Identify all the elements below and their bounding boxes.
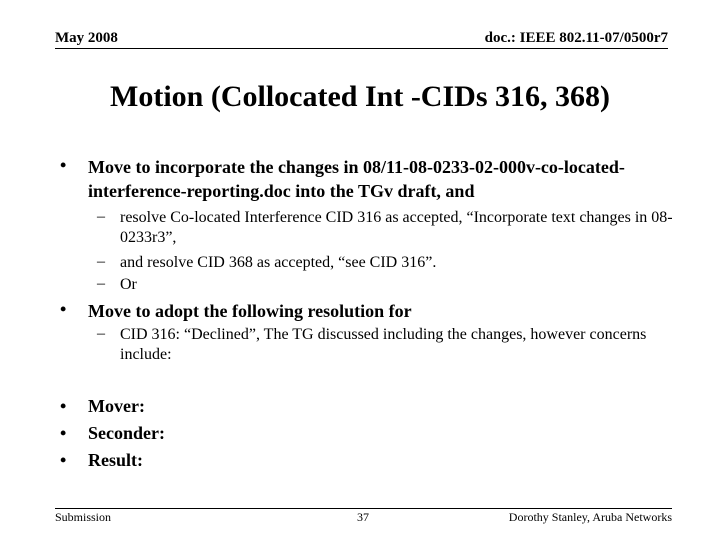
bullet-motion-incorporate: Move to incorporate the changes in 08/11-08-0233-02-000v-co-located-interference-reporting.doc into the TGv draft, and [88, 157, 625, 201]
bullet-marker: • [60, 299, 67, 319]
footer-author: Dorothy Stanley, Aruba Networks [508, 510, 672, 524]
footer-submission: Submission [55, 510, 112, 524]
header-divider [55, 48, 668, 49]
bullet-marker: • [60, 396, 67, 416]
header-doc-id: doc.: IEEE 802.11-07/0500r7 [484, 30, 668, 46]
dash-marker: – [97, 208, 105, 225]
bullet-marker: • [60, 155, 67, 175]
bullet-marker: • [60, 423, 67, 443]
bullet-marker: • [60, 450, 67, 470]
sub-bullet-or: Or [120, 276, 137, 293]
bullet-motion-adopt: Move to adopt the following resolution for [88, 301, 412, 321]
header-date: May 2008 [55, 30, 118, 46]
sub-bullet-resolve-316: resolve Co-located Interference CID 316 as accepted, “Incorporate text changes in 08-0233r3”, [120, 209, 673, 246]
sub-bullet-cid-316-declined: CID 316: “Declined”, The TG discussed including the changes, however concerns include: [120, 326, 647, 363]
mover-label: Mover: [88, 396, 145, 416]
result-label: Result: [88, 450, 143, 470]
dash-marker: – [97, 253, 105, 270]
slide-title: Motion (Collocated Int -CIDs 316, 368) [110, 80, 610, 113]
footer-page-number: 37 [357, 510, 369, 524]
dash-marker: – [97, 275, 105, 292]
sub-bullet-resolve-368: and resolve CID 368 as accepted, “see CID 316”. [120, 254, 437, 271]
footer-divider [55, 508, 672, 509]
dash-marker: – [97, 325, 105, 342]
seconder-label: Seconder: [88, 423, 165, 443]
